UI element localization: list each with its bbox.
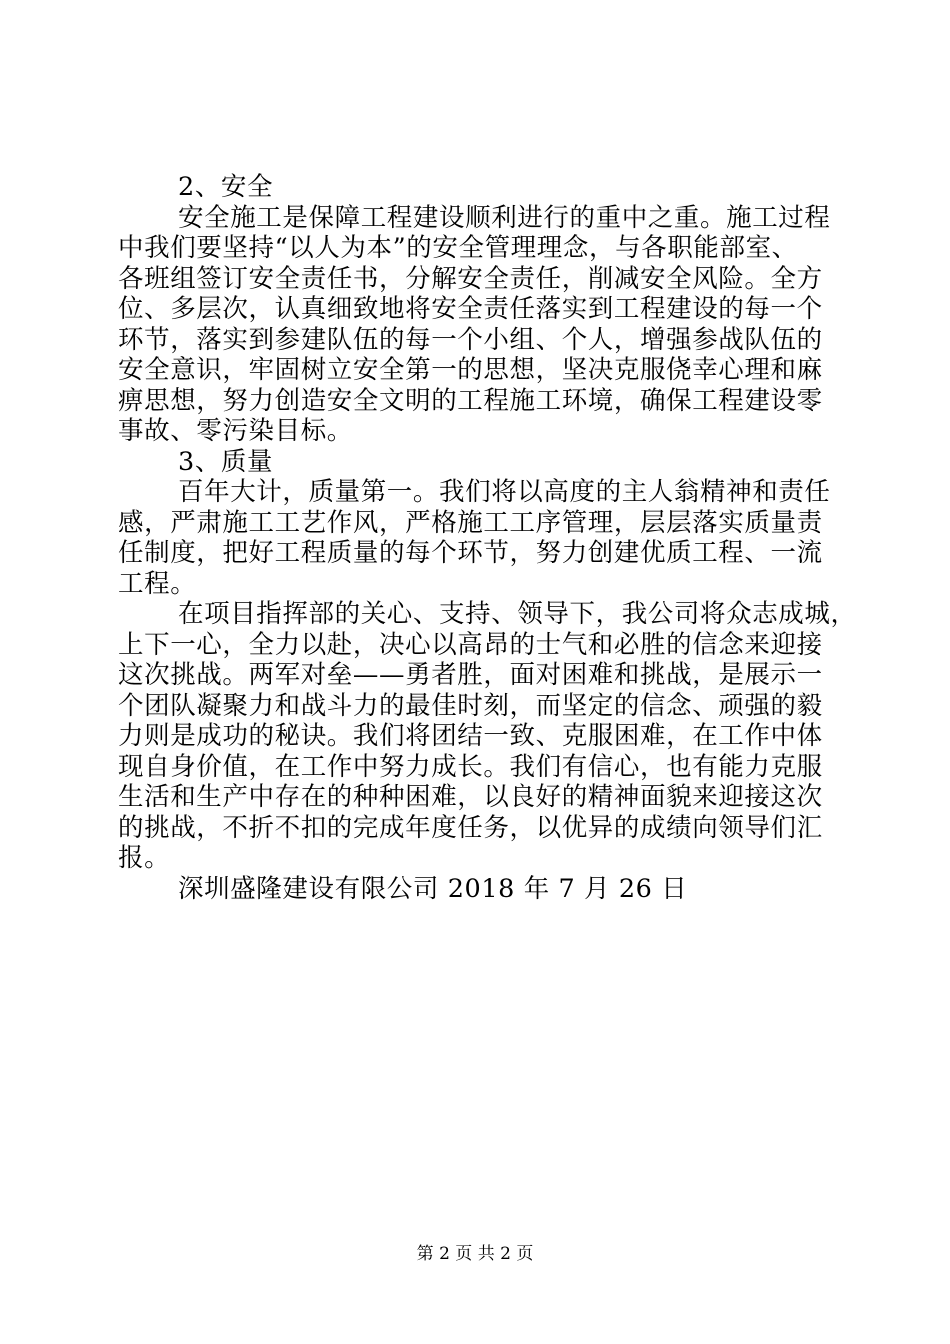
paragraph-line: 生活和生产中存在的种种困难，以良好的精神面貌来迎接这次 [118, 782, 823, 812]
paragraph-line: 现自身价值，在工作中努力成长。我们有信心，也有能力克服 [118, 751, 823, 782]
paragraph-line: 中我们要坚持“以人为本”的安全管理理念，与各职能部室、 [118, 233, 798, 263]
paragraph-line: 百年大计，质量第一。我们将以高度的主人翁精神和责任 [178, 477, 831, 507]
signature-line: 深圳盛隆建设有限公司 2018 年 7 月 26 日 [178, 873, 688, 904]
paragraph-line: 的挑战，不折不扣的完成年度任务，以优异的成绩向领导们汇 [118, 812, 823, 843]
paragraph-line: 安全意识，牢固树立安全第一的思想，坚决克服侥幸心理和麻 [118, 355, 823, 385]
paragraph-line: 各班组签订安全责任书，分解安全责任，削减安全风险。全方 [118, 263, 823, 294]
paragraph-line: 任制度，把好工程质量的每个环节，努力创建优质工程、一流 [118, 538, 823, 568]
page-number: 第 2 页 共 2 页 [416, 1244, 534, 1264]
paragraph-line: 这次挑战。两军对垒——勇者胜，面对困难和挑战，是展示一 [118, 660, 823, 690]
paragraph-line: 事故、零污染目标。 [118, 416, 353, 446]
paragraph-line: 报。 [118, 843, 171, 873]
section-heading: 2、安全 [178, 172, 274, 202]
section-safety [118, 172, 834, 447]
paragraph-line: 安全施工是保障工程建设顺利进行的重中之重。施工过程 [178, 202, 831, 233]
paragraph-line: 环节，落实到参建队伍的每一个小组、个人，增强参战队伍的 [118, 324, 823, 355]
paragraph-line: 痹思想，努力创造安全文明的工程施工环境，确保工程建设零 [118, 385, 823, 416]
paragraph-line: 在项目指挥部的关心、支持、领导下，我公司将众志成城， [178, 599, 857, 629]
paragraph-line: 个团队凝聚力和战斗力的最佳时刻，而坚定的信念、顽强的毅 [118, 690, 823, 721]
paragraph-line: 力则是成功的秘诀。我们将团结一致、克服困难，在工作中体 [118, 721, 823, 751]
paragraph-line: 感，严肃施工工艺作风，严格施工工序管理，层层落实质量责 [118, 507, 823, 538]
paragraph-line: 上下一心，全力以赴，决心以高昂的士气和必胜的信念来迎接 [118, 629, 823, 660]
document-body [118, 172, 857, 904]
section-quality [118, 447, 834, 600]
paragraph-line: 位、多层次，认真细致地将安全责任落实到工程建设的每一个 [118, 294, 823, 324]
closing-paragraph [118, 599, 857, 874]
paragraph-line: 工程。 [118, 568, 197, 599]
section-heading: 3、质量 [178, 446, 274, 477]
